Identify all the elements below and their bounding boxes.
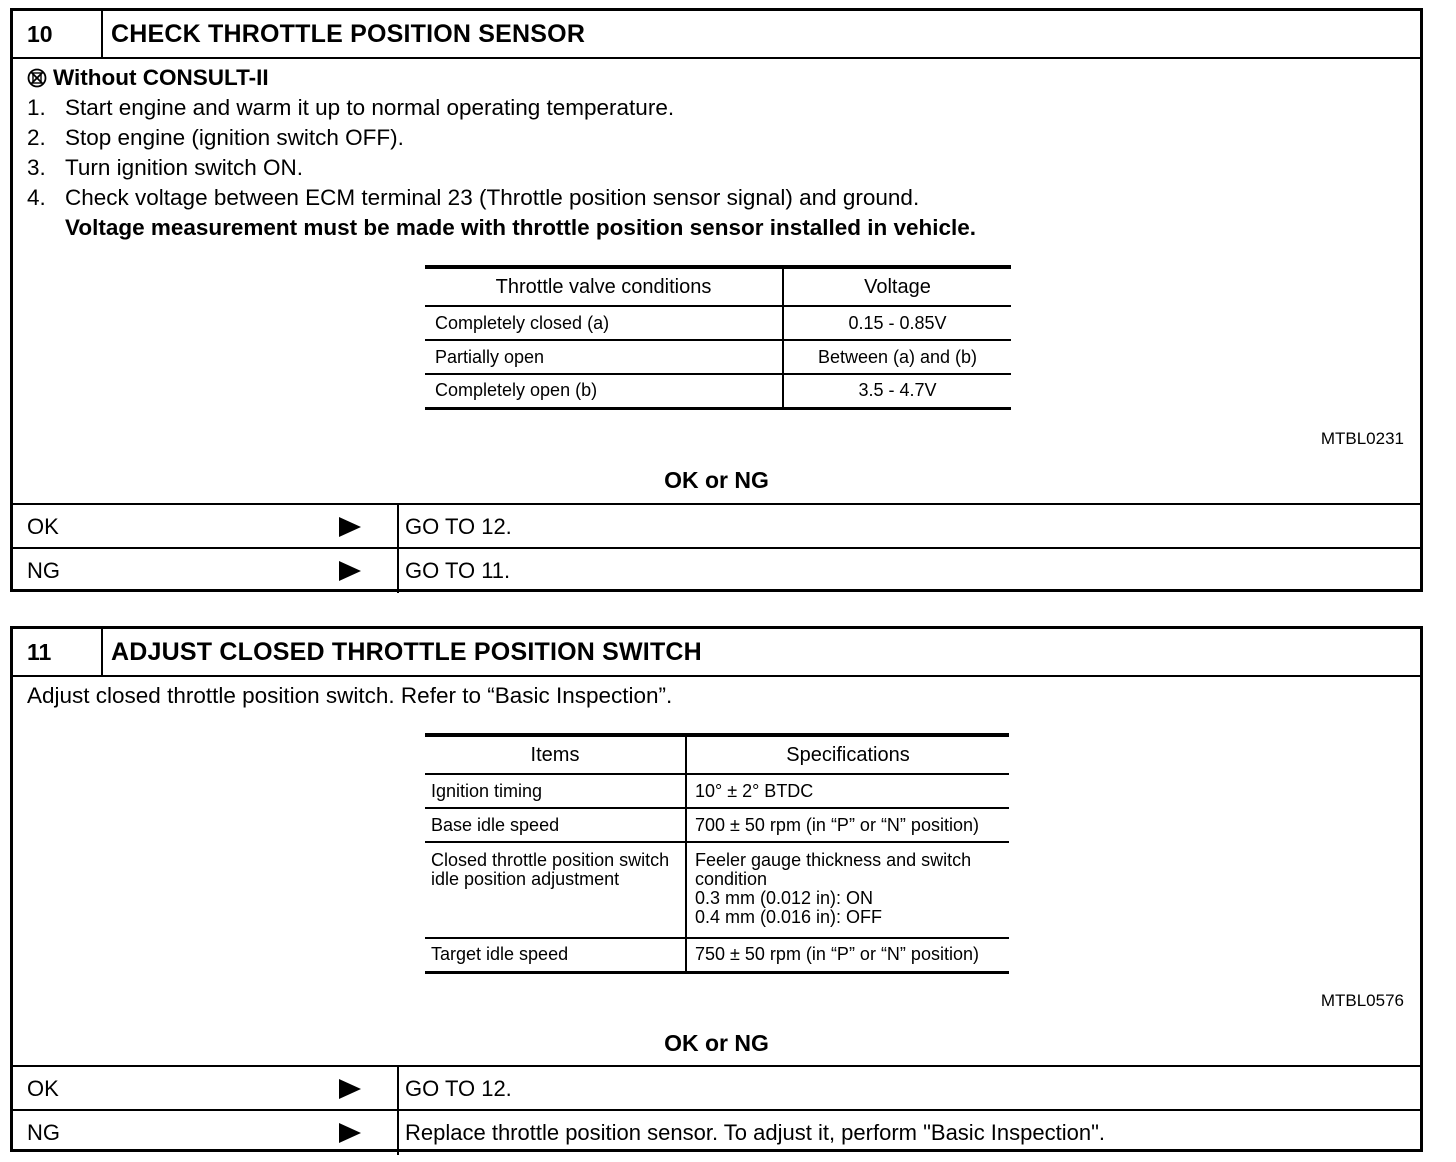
- result-label: OK: [27, 1076, 59, 1101]
- step-title: CHECK THROTTLE POSITION SENSOR: [111, 20, 586, 48]
- table-row: Completely open (b) 3.5 - 4.7V: [425, 374, 1011, 408]
- result-label: NG: [27, 558, 60, 583]
- arrow-right-icon: [339, 517, 361, 537]
- result-label: OK: [27, 514, 59, 539]
- ok-or-ng-label: OK or NG: [664, 1030, 769, 1056]
- table-header: Specifications: [686, 735, 1009, 774]
- step-11-intro: Adjust closed throttle position switch. Refer to “Basic Inspection”.: [27, 683, 673, 708]
- step-title: ADJUST CLOSED THROTTLE POSITION SWITCH: [111, 638, 702, 666]
- table-code: MTBL0231: [1320, 429, 1404, 448]
- table-row: Partially open Between (a) and (b): [425, 340, 1011, 374]
- specifications-table: [425, 733, 1009, 974]
- result-label: NG: [27, 1120, 60, 1145]
- table-row: Base idle speed 700 ± 50 rpm (in “P” or “N” position): [425, 808, 1009, 842]
- result-row-ok: [13, 503, 1420, 549]
- table-header: Items: [425, 735, 686, 774]
- result-action: GO TO 12.: [405, 514, 512, 539]
- arrow-right-icon: [339, 561, 361, 581]
- step-11-header: [13, 629, 1420, 677]
- result-row-ng: [13, 1109, 1420, 1155]
- crossed-circle-icon: [27, 68, 47, 88]
- arrow-right-icon: [339, 1123, 361, 1143]
- ok-or-ng-label: OK or NG: [664, 467, 769, 493]
- list-item: 4. Check voltage between ECM terminal 23 (Throttle position sensor signal) and ground.: [27, 185, 920, 210]
- subheading-text: Without CONSULT-II: [53, 65, 269, 90]
- table-code: MTBL0576: [1320, 991, 1404, 1010]
- result-action: GO TO 12.: [405, 1076, 512, 1101]
- table-header: Throttle valve conditions: [425, 267, 783, 306]
- arrow-right-icon: [339, 1079, 361, 1099]
- subheading: [27, 63, 976, 93]
- step-10-box: [10, 8, 1423, 592]
- table-row: Ignition timing 10° ± 2° BTDC: [425, 774, 1009, 808]
- result-row-ok: [13, 1065, 1420, 1111]
- step-number: 11: [13, 629, 103, 675]
- step-10-header: [13, 11, 1420, 59]
- step-11-box: [10, 626, 1423, 1152]
- note: Voltage measurement must be made with throttle position sensor installed in vehicle.: [65, 215, 977, 240]
- result-row-ng: [13, 547, 1420, 593]
- table-row: Completely closed (a) 0.15 - 0.85V: [425, 306, 1011, 340]
- list-item: 2. Stop engine (ignition switch OFF).: [27, 125, 404, 150]
- result-action: GO TO 11.: [405, 558, 511, 583]
- voltage-table: [425, 265, 1011, 410]
- result-action: Replace throttle position sensor. To adjust it, perform "Basic Inspection".: [405, 1120, 1106, 1145]
- table-row: Closed throttle position switch idle position adjustment Feeler gauge thickness and switch condition 0.3 mm (0.012 in): ON 0.4 mm (0.016 in): OFF: [425, 842, 1009, 938]
- step-number: 10: [13, 11, 103, 57]
- table-header: Voltage: [783, 267, 1011, 306]
- list-item: 1. Start engine and warm it up to normal operating temperature.: [27, 95, 675, 120]
- step-10-instructions: [27, 63, 976, 243]
- step-list: [27, 93, 976, 213]
- list-item: 3. Turn ignition switch ON.: [27, 155, 303, 180]
- table-row: Target idle speed 750 ± 50 rpm (in “P” or “N” position): [425, 938, 1009, 972]
